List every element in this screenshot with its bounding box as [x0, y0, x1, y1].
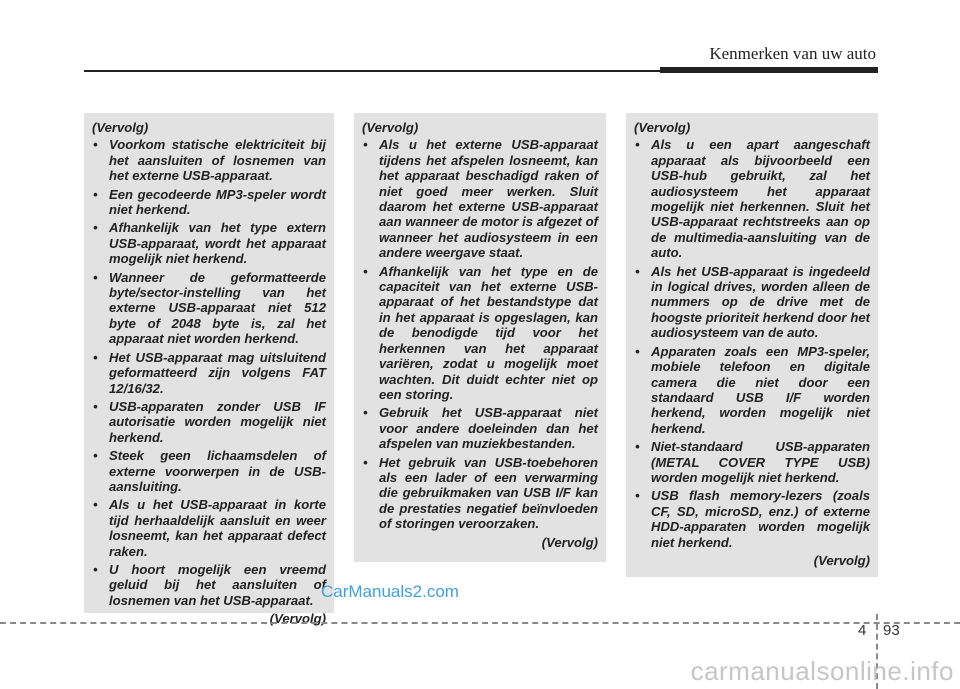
- continued-label-top: (Vervolg): [634, 120, 691, 135]
- list-item: • Wanneer de geformatteerde byte/sector-instelling van het externe USB-apparaat niet 512 byte of 2048 byte is, zal het apparaat niet worden herkend.: [92, 270, 326, 347]
- list-item: • Steek geen lichaamsdelen of externe voorwerpen in de USB-aansluiting.: [92, 448, 326, 494]
- notice-panel-2: [354, 113, 606, 562]
- continued-label-top: (Vervolg): [362, 120, 419, 135]
- list-item: • Als u een apart aangeschaft apparaat als bijvoorbeeld een USB-hub gebruikt, zal het audiosysteem het apparaat mogelijk niet herkennen. Sluit het USB-apparaat rechtstreeks aan op de multimedia-aansluiting van de auto.: [634, 137, 870, 260]
- list-item: • Het gebruik van USB-toebehoren als een lader of een verwarming die gebruikmaken van USB I/F kan de prestaties negatief beïnvloeden of storingen veroorzaken.: [362, 455, 598, 532]
- header-rule: [84, 70, 660, 72]
- notice-panel-1: [84, 113, 334, 627]
- notice-list-2: [362, 137, 598, 531]
- continued-label-top: (Vervolg): [92, 120, 149, 135]
- continued-label-bottom: (Vervolg): [269, 611, 326, 627]
- watermark-carmanuals2: CarManuals2.com: [321, 582, 459, 601]
- watermark-carmanualsonline: carmanualsonline.info: [690, 656, 954, 686]
- list-item: • Het USB-apparaat mag uitsluitend geformatteerd zijn volgens FAT 12/16/32.: [92, 350, 326, 396]
- list-item: • Als u het USB-apparaat in korte tijd herhaaldelijk aansluit en weer losneemt, kan het apparaat defect raken.: [92, 497, 326, 559]
- chapter-number: 4: [858, 622, 867, 639]
- header-rule-accent: [660, 67, 878, 73]
- list-item: • Afhankelijk van het type en de capaciteit van het externe USB-apparaat of het bestandstype dat in het apparaat is opgeslagen, kan de benodigde tijd voor het herkennen van het apparaat variëren, zodat u mogelijk moet wachten. Dit duidt echter niet op een storing.: [362, 264, 598, 403]
- list-item: • USB-apparaten zonder USB IF autorisatie worden mogelijk niet herkend.: [92, 399, 326, 445]
- footer-divider: [0, 622, 960, 624]
- list-item: • Voorkom statische elektriciteit bij het aansluiten of losnemen van het externe USB-apparaat.: [92, 137, 326, 183]
- list-item: • Apparaten zoals een MP3-speler, mobiele telefoon en digitale camera die niet door een standaard USB I/F worden herkend, worden mogelijk niet herkend.: [634, 344, 870, 436]
- continued-label-bottom: (Vervolg): [541, 534, 598, 550]
- list-item: • Een gecodeerde MP3-speler wordt niet herkend.: [92, 187, 326, 218]
- list-item: • USB flash memory-lezers (zoals CF, SD, microSD, enz.) of externe HDD-apparaten worden mogelijk niet herkend.: [634, 488, 870, 550]
- continued-label-bottom: (Vervolg): [813, 552, 870, 568]
- list-item: • Als u het externe USB-apparaat tijdens het afspelen losneemt, kan het apparaat beschadigd raken of niet goed meer werken. Sluit daarom het externe USB-apparaat aan wanneer de motor is afgezet of wanneer het audiosysteem in een andere weergave staat.: [362, 137, 598, 260]
- header-title: Kenmerken van uw auto: [709, 44, 876, 63]
- list-item: • Als het USB-apparaat is ingedeeld in logical drives, worden alleen de nummers op de drive met de hoogste prioriteit herkend door het audiosysteem van de auto.: [634, 264, 870, 341]
- notice-list-1: [92, 137, 326, 608]
- list-item: • Gebruik het USB-apparaat niet voor andere doeleinden dan het afspelen van muziekbestanden.: [362, 405, 598, 451]
- page-number: 93: [883, 622, 900, 639]
- notice-list-3: [634, 137, 870, 550]
- notice-panel-3: [626, 113, 878, 577]
- list-item: • Niet-standaard USB-apparaten (METAL COVER TYPE USB) worden mogelijk niet herkend.: [634, 439, 870, 485]
- list-item: • U hoort mogelijk een vreemd geluid bij het aansluiten of losnemen van het USB-apparaat.: [92, 562, 326, 608]
- list-item: • Afhankelijk van het type extern USB-apparaat, wordt het apparaat mogelijk niet herkend.: [92, 220, 326, 266]
